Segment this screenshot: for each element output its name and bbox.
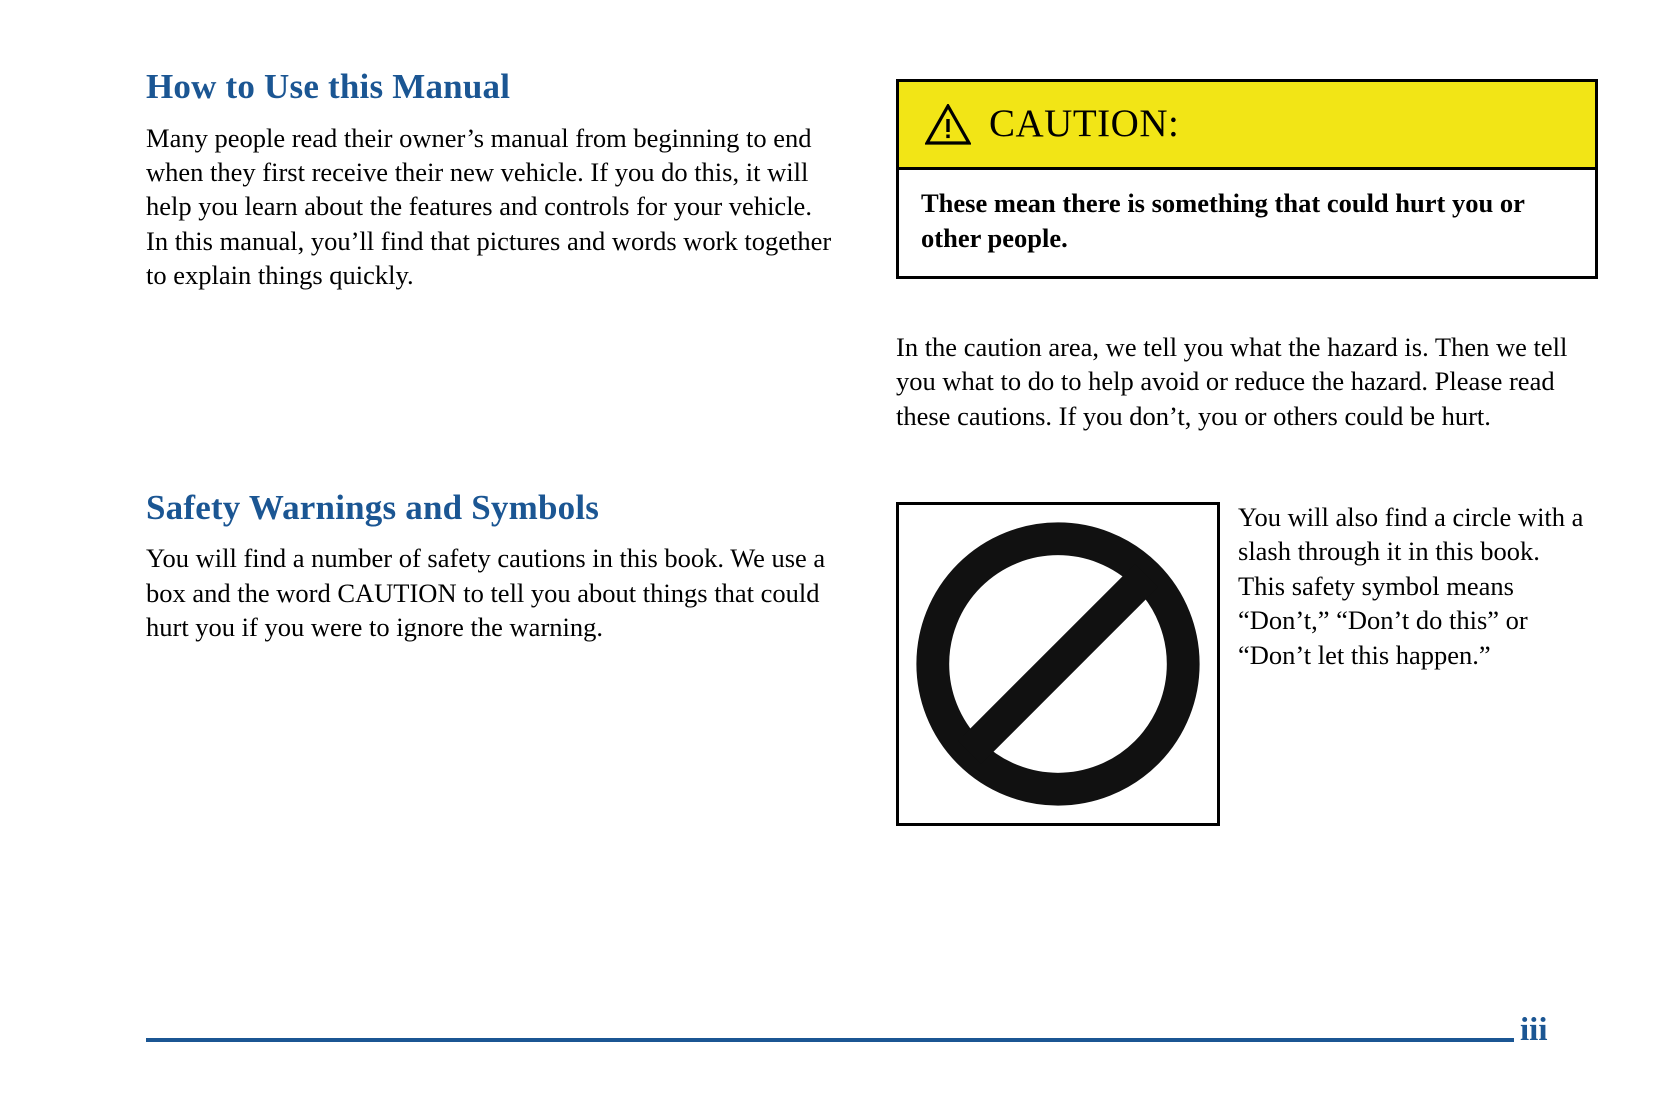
left-column [146,68,836,645]
safety-warnings-paragraph: You will find a number of safety cautions in this book. We use a box and the word CAUTION to tell you about things that could hurt you if you were to ignore the warning. [146,543,826,643]
caution-explanation-paragraph: In the caution area, we tell you what the hazard is. Then we tell you what to do to help avoid or reduce the hazard. Please read these cautions. If you don’t, you or others could be hurt. [896,332,1568,431]
caution-title: CAUTION: [989,101,1180,145]
warning-triangle-icon [925,104,971,146]
prohibition-circle-slash-icon [899,505,1217,823]
caution-box [896,79,1598,279]
caution-box-body [899,170,1595,276]
prohibition-symbol-box [896,502,1220,826]
caution-body-text: These mean there is something that could hurt you or other people. [921,188,1525,253]
page-title-how-to-use: How to Use this Manual [146,67,511,106]
prohibition-symbol-paragraph: You will also find a circle with a slash through it in this book. This safety symbol means “Don’t,” “Don’t do this” or “Don’t let this happen.” [1238,502,1584,670]
column-spacer [146,293,836,489]
prohibition-symbol-description [1238,500,1590,672]
how-to-use-paragraph: Many people read their owner’s manual from beginning to end when they first receive their new vehicle. If you do this, it will help you learn about the features and controls for your vehicle. In this manual, you’ll find that pictures and words work together to explain things quickly. [146,122,832,291]
page-title-safety-warnings: Safety Warnings and Symbols [146,487,600,527]
page-number: iii [1520,1012,1548,1048]
caution-box-header [899,82,1595,170]
footer-divider [146,1038,1514,1042]
caution-explanation [896,330,1586,433]
